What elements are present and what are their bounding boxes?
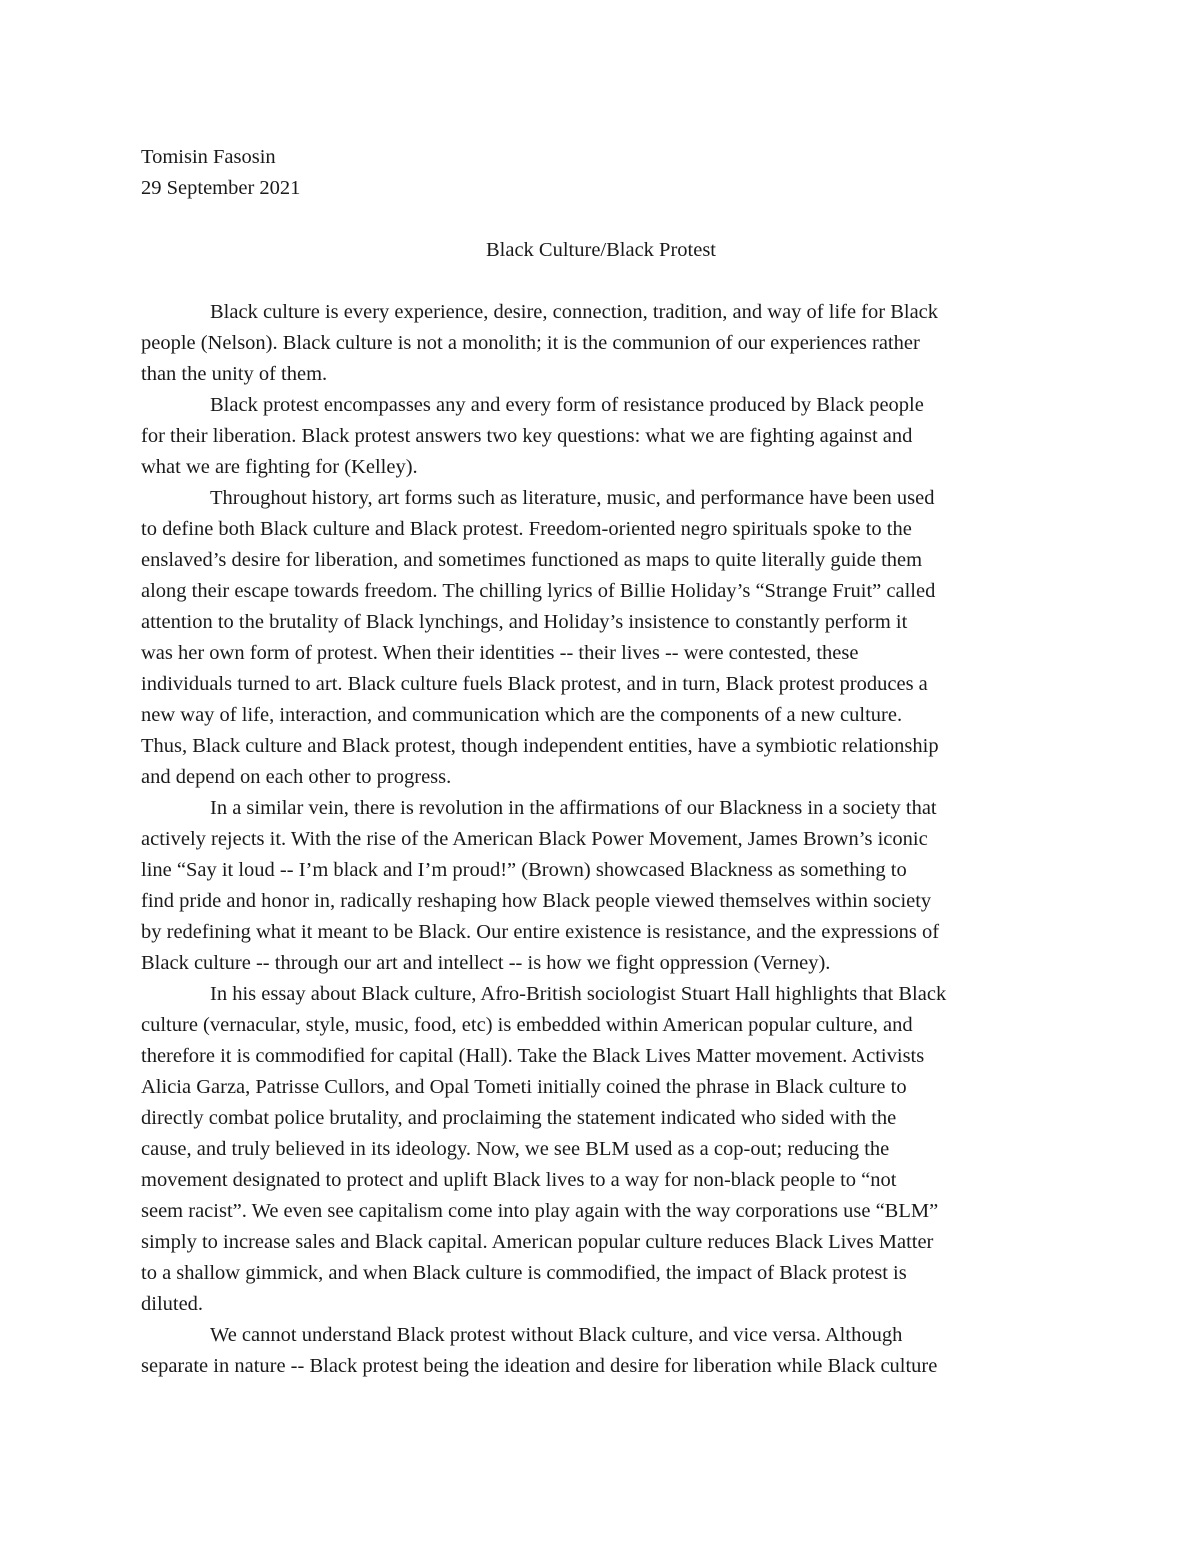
paragraph-line: seem racist”. We even see capitalism come into play again with the way corporations use “BLM” bbox=[141, 1200, 939, 1222]
paragraph bbox=[141, 297, 1061, 390]
paragraph-line: separate in nature -- Black protest being the ideation and desire for liberation while Black culture bbox=[141, 1355, 938, 1377]
paragraph-line: In his essay about Black culture, Afro-British sociologist Stuart Hall highlights that Black bbox=[210, 983, 947, 1005]
paragraph-line: In a similar vein, there is revolution in the affirmations of our Blackness in a society that bbox=[210, 797, 937, 819]
paragraph-line: by redefining what it meant to be Black. Our entire existence is resistance, and the expressions of bbox=[141, 921, 940, 943]
paragraph-line: diluted. bbox=[141, 1293, 204, 1315]
paragraph-line: to define both Black culture and Black protest. Freedom-oriented negro spirituals spoke to the bbox=[141, 518, 912, 540]
paragraph-line: movement designated to protect and uplift Black lives to a way for non-black people to “not bbox=[141, 1169, 897, 1191]
paragraph-line: directly combat police brutality, and proclaiming the statement indicated who sided with the bbox=[141, 1107, 897, 1129]
paragraph-line: Black culture is every experience, desire, connection, tradition, and way of life for Black bbox=[210, 301, 939, 323]
paragraph bbox=[141, 979, 1061, 1320]
paragraph-line: simply to increase sales and Black capital. American popular culture reduces Black Lives Matter bbox=[141, 1231, 934, 1253]
paragraph-line: We cannot understand Black protest without Black culture, and vice versa. Although bbox=[210, 1324, 903, 1346]
paragraph-line: Black culture -- through our art and intellect -- is how we fight oppression (Verney). bbox=[141, 952, 831, 974]
paragraph-line: individuals turned to art. Black culture fuels Black protest, and in turn, Black protest produces a bbox=[141, 673, 928, 695]
paragraph-line: actively rejects it. With the rise of the American Black Power Movement, James Brown’s iconic bbox=[141, 828, 928, 850]
paragraph-line: than the unity of them. bbox=[141, 363, 328, 385]
paragraph-line: new way of life, interaction, and communication which are the components of a new culture. bbox=[141, 704, 903, 726]
paragraphs bbox=[141, 297, 1061, 1382]
paragraph-line: and depend on each other to progress. bbox=[141, 766, 452, 788]
paragraph-line: find pride and honor in, radically reshaping how Black people viewed themselves within society bbox=[141, 890, 932, 912]
paragraph-line: attention to the brutality of Black lynchings, and Holiday’s insistence to constantly perform it bbox=[141, 611, 908, 633]
paragraph-line: people (Nelson). Black culture is not a monolith; it is the communion of our experiences rather bbox=[141, 332, 920, 354]
document-title: Black Culture/Black Protest bbox=[485, 239, 716, 261]
paragraph bbox=[141, 793, 1061, 979]
paragraph-line: to a shallow gimmick, and when Black culture is commodified, the impact of Black protest is bbox=[141, 1262, 907, 1284]
paragraph bbox=[141, 483, 1061, 793]
paragraph-line: was her own form of protest. When their identities -- their lives -- were contested, these bbox=[141, 642, 859, 664]
paragraph-line: along their escape towards freedom. The chilling lyrics of Billie Holiday’s “Strange Fruit” called bbox=[141, 580, 936, 602]
paragraph-line: culture (vernacular, style, music, food, etc) is embedded within American popular culture, and bbox=[141, 1014, 913, 1036]
paragraph-line: for their liberation. Black protest answers two key questions: what we are fighting against and bbox=[141, 425, 913, 447]
paragraph-line: enslaved’s desire for liberation, and sometimes functioned as maps to quite literally guide them bbox=[141, 549, 923, 571]
paragraph-line: Throughout history, art forms such as literature, music, and performance have been used bbox=[210, 487, 935, 509]
paragraph bbox=[141, 1320, 1061, 1382]
paragraph-line: what we are fighting for (Kelley). bbox=[141, 456, 418, 478]
paragraph-line: therefore it is commodified for capital (Hall). Take the Black Lives Matter movement. Activists bbox=[141, 1045, 925, 1067]
paragraph-line: Black protest encompasses any and every form of resistance produced by Black people bbox=[210, 394, 924, 416]
paragraph-line: line “Say it loud -- I’m black and I’m proud!” (Brown) showcased Blackness as something to bbox=[141, 859, 907, 881]
paragraph bbox=[141, 390, 1061, 483]
author-name: Tomisin Fasosin bbox=[141, 146, 276, 168]
document-date: 29 September 2021 bbox=[141, 177, 301, 199]
paragraph-line: Thus, Black culture and Black protest, though independent entities, have a symbiotic relationship bbox=[141, 735, 939, 757]
paragraph-line: cause, and truly believed in its ideology. Now, we see BLM used as a cop-out; reducing the bbox=[141, 1138, 890, 1160]
document-body bbox=[141, 142, 1061, 1382]
paragraph-line: Alicia Garza, Patrisse Cullors, and Opal Tometi initially coined the phrase in Black culture to bbox=[141, 1076, 907, 1098]
